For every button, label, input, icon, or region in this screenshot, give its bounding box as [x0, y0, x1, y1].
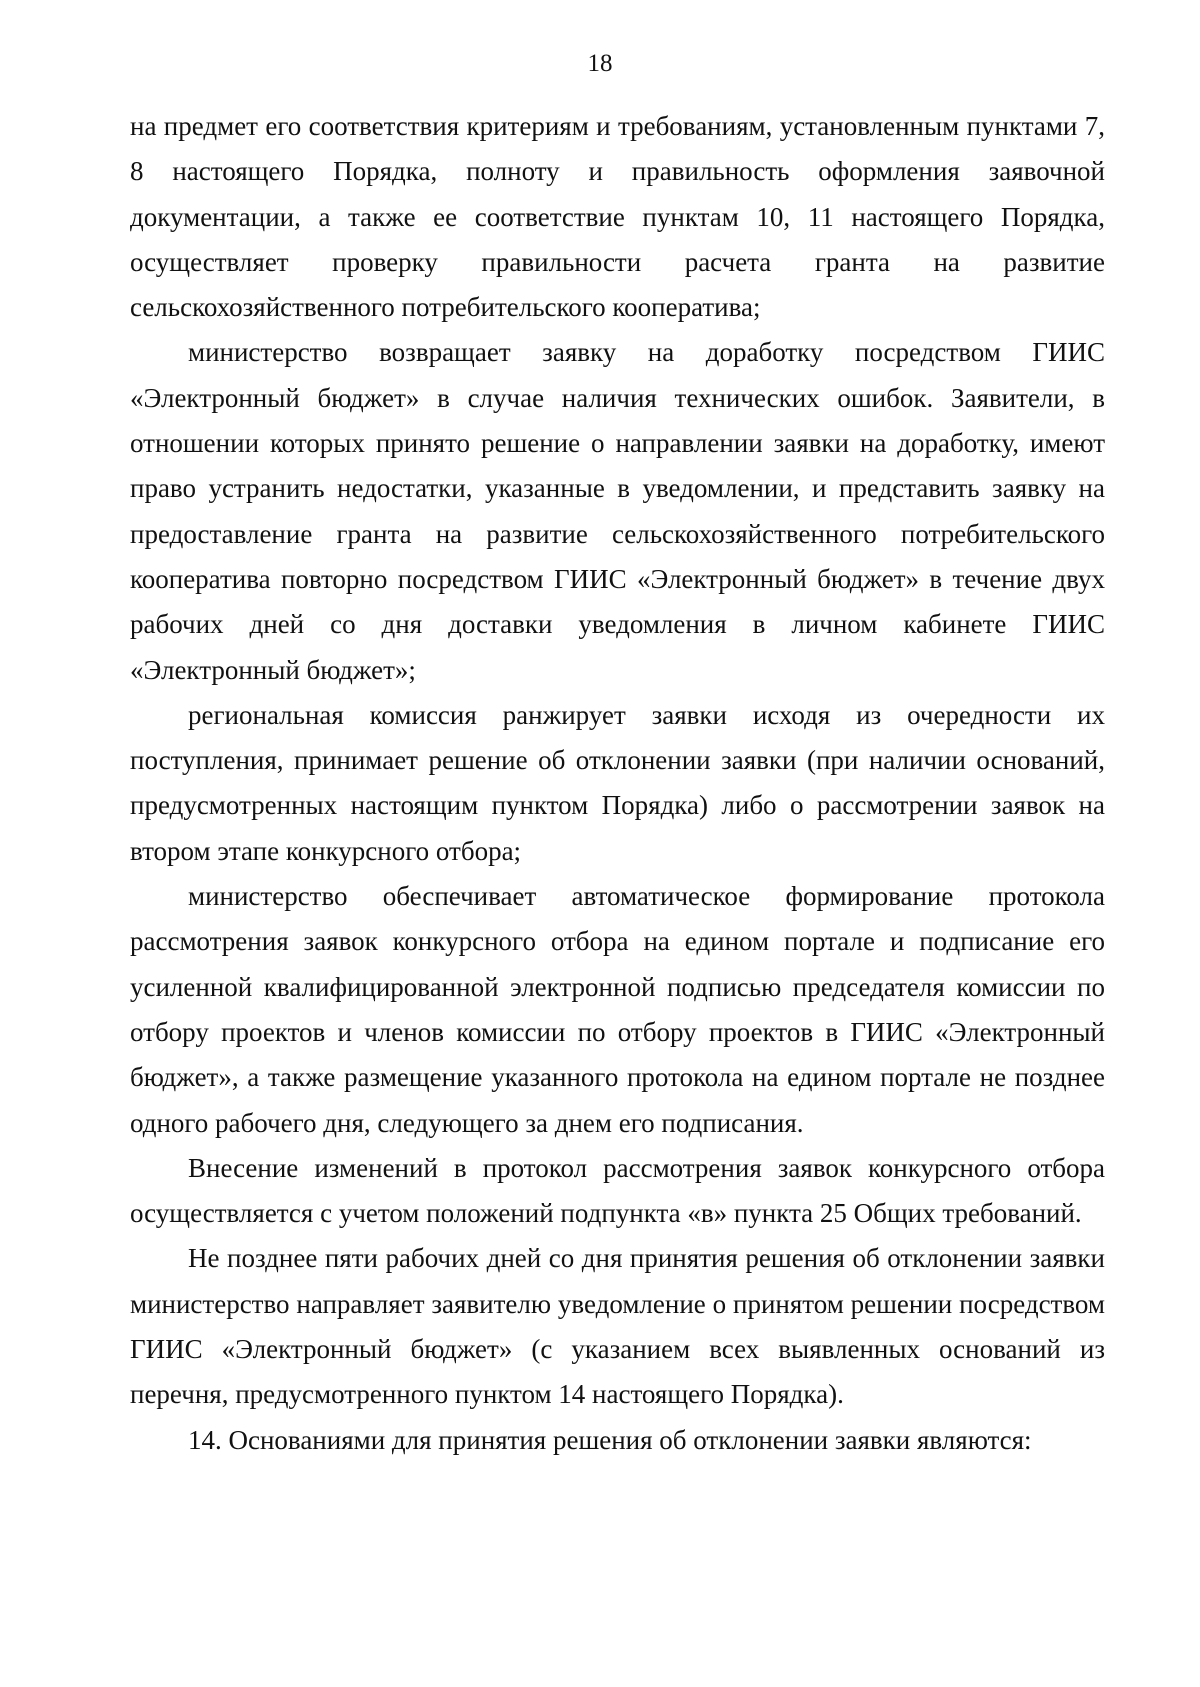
- paragraph-continuation: на предмет его соответствия критериям и требованиям, установленным пунктами 7, 8 настоящего Порядка, полноту и правильность оформления заявочной документации, а также ее соответствие пунктам 10, 11 настоящего Порядка, осуществляет проверку правильности расчета гранта на развитие сельскохозяйственного потребительского кооператива;: [130, 111, 1105, 323]
- paragraph-protocol-formation: министерство обеспечивает автоматическое формирование протокола рассмотрения заявок конкурсного отбора на едином портале и подписание его усиленной квалифицированной электронной подписью председателя комиссии по отбору проектов и членов комиссии по отбору проектов в ГИИС «Электронный бюджет», а также размещение указанного протокола на едином портале не позднее одного рабочего дня, следующего за днем его подписания.: [130, 881, 1105, 1138]
- paragraph-protocol-changes: Внесение изменений в протокол рассмотрения заявок конкурсного отбора осуществляется с учетом положений подпункта «в» пункта 25 Общих требований.: [130, 1152, 1105, 1229]
- paragraph-regional-commission: региональная комиссия ранжирует заявки исходя из очередности их поступления, принимает решение об отклонении заявки (при наличии оснований, предусмотренных настоящим пунктом Порядка) либо о рассмотрении заявок на втором этапе конкурсного отбора;: [130, 699, 1105, 866]
- paragraph-return-for-revision: министерство возвращает заявку на доработку посредством ГИИС «Электронный бюджет» в случае наличия технических ошибок. Заявители, в отношении которых принято решение о направлении заявки на доработку, имеют право устранить недостатки, указанные в уведомлении, и представить заявку на предоставление гранта на развитие сельскохозяйственного потребительского кооператива повторно посредством ГИИС «Электронный бюджет» в течение двух рабочих дней со дня доставки уведомления в личном кабинете ГИИС «Электронный бюджет»;: [130, 337, 1105, 685]
- document-body: [130, 104, 1105, 1463]
- page-number: 18: [587, 50, 613, 77]
- paragraph-item-14: 14. Основаниями для принятия решения об отклонении заявки являются:: [188, 1424, 1032, 1455]
- paragraph-rejection-notice: Не позднее пяти рабочих дней со дня принятия решения об отклонении заявки министерство направляет заявителю уведомление о принятом решении посредством ГИИС «Электронный бюджет» (с указанием всех выявленных оснований из перечня, предусмотренного пунктом 14 настоящего Порядка).: [130, 1243, 1105, 1410]
